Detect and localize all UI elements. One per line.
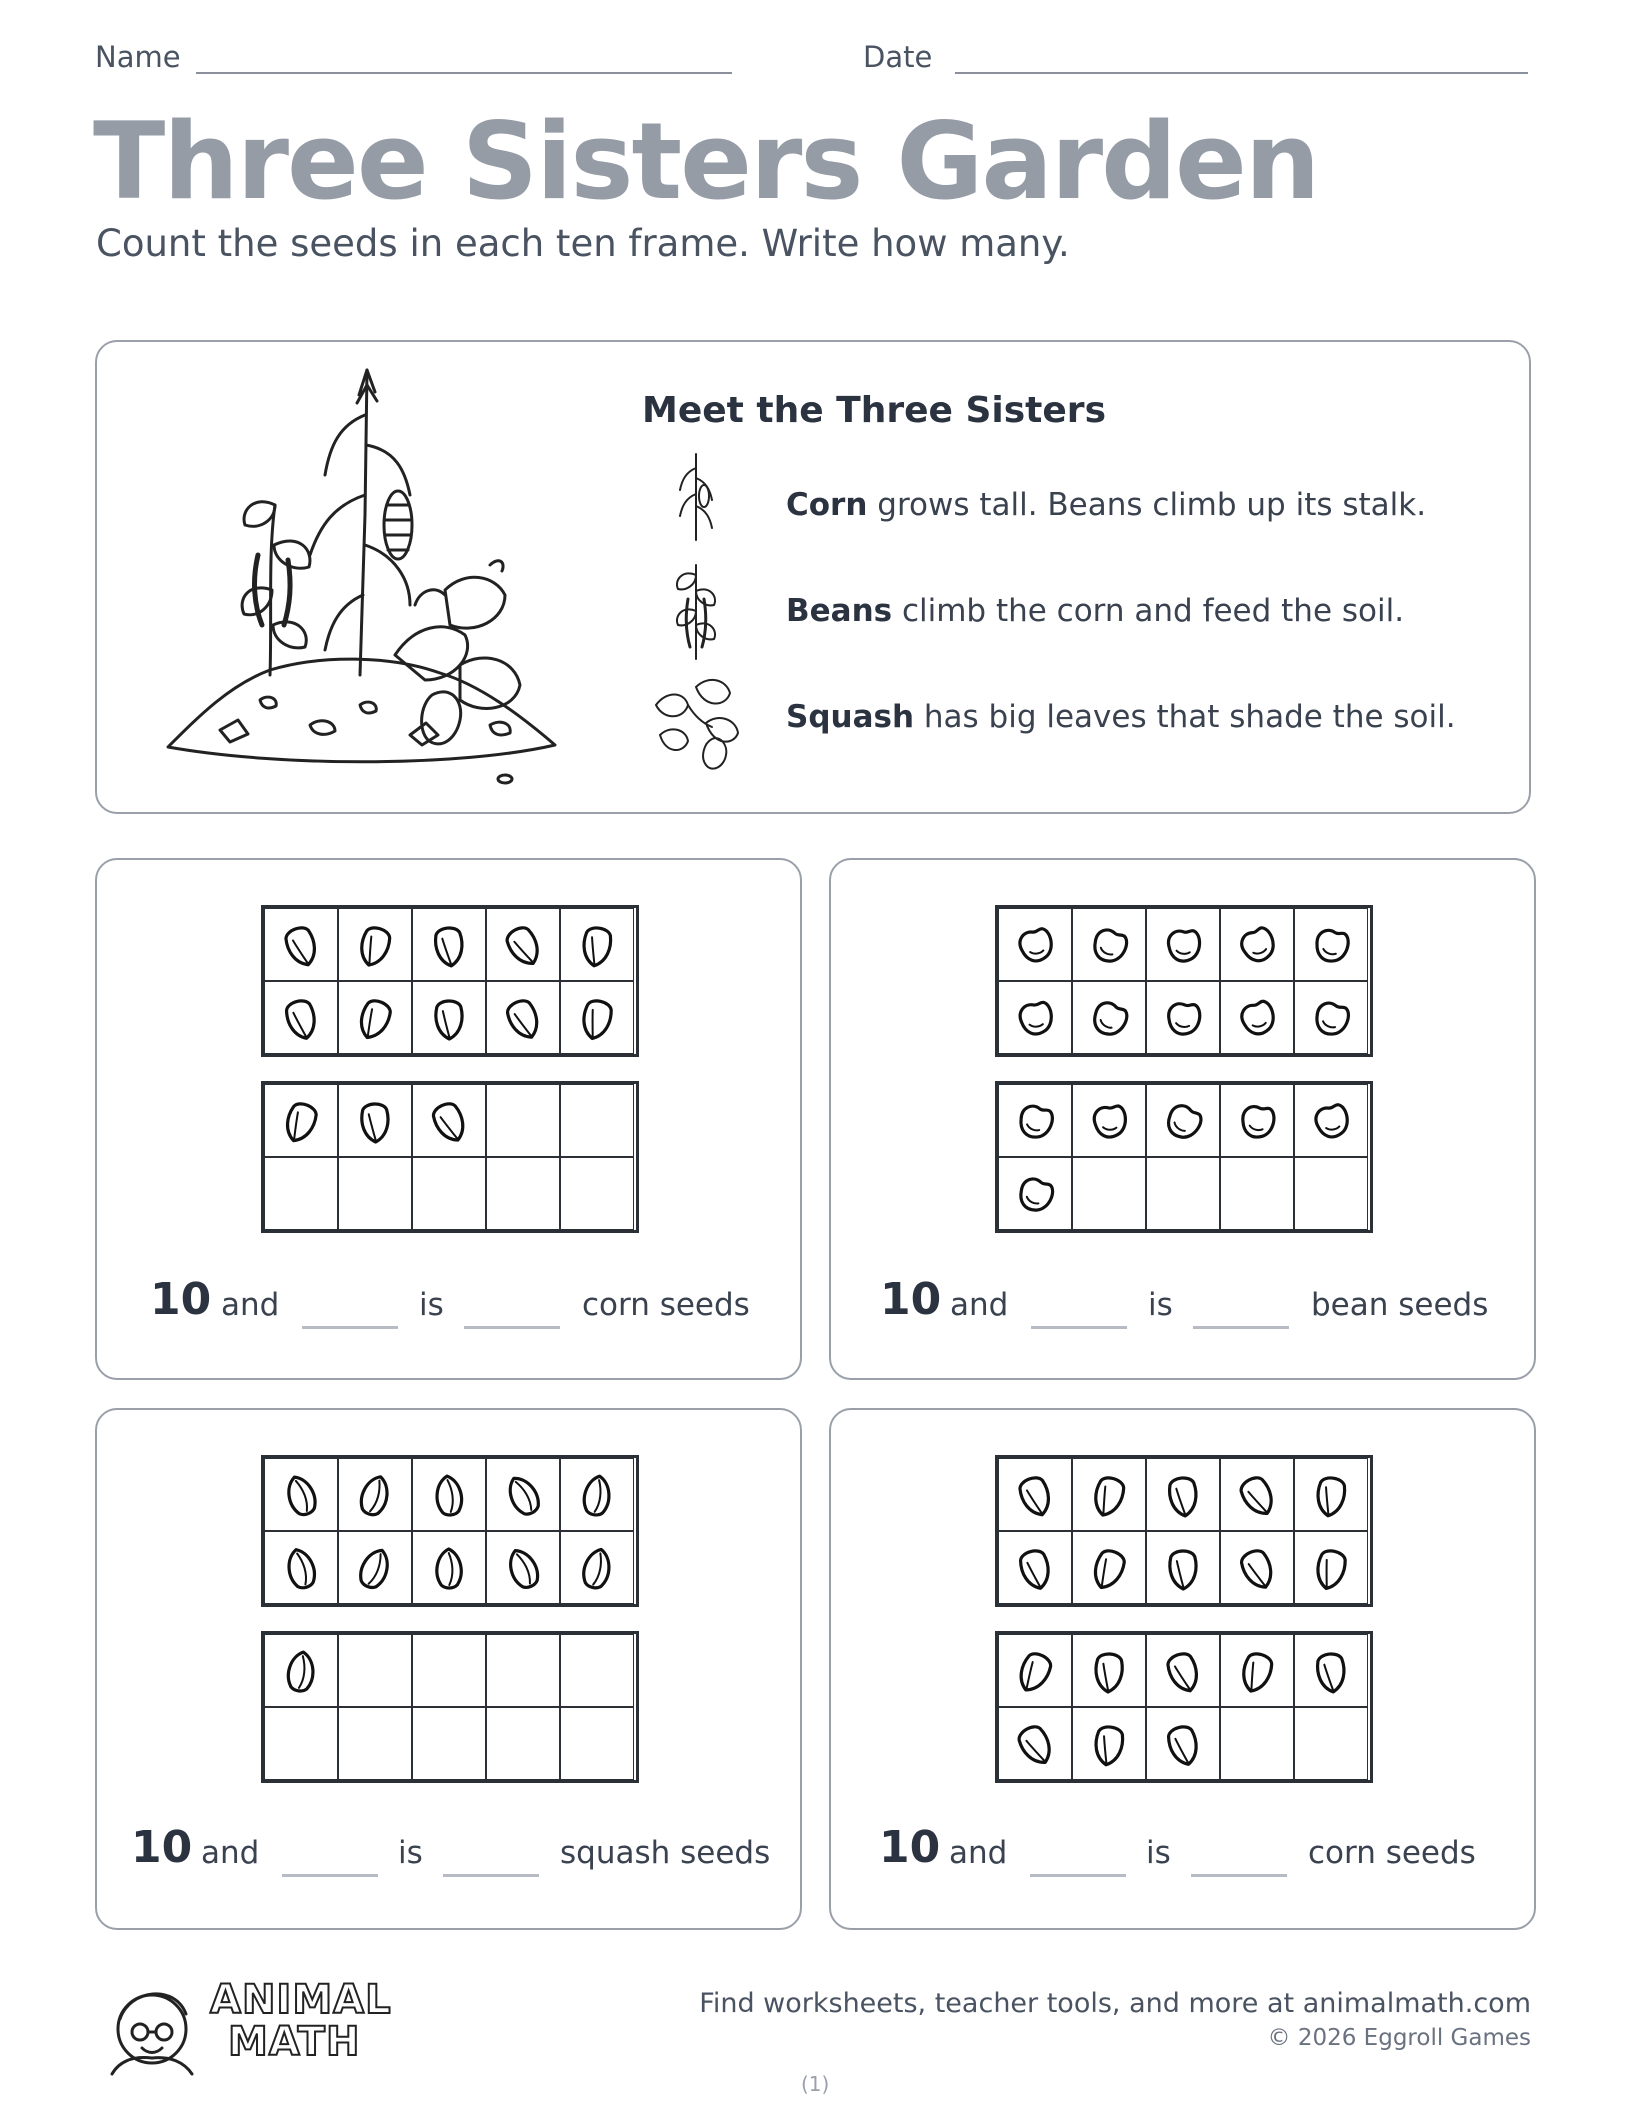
and-word: and: [949, 1835, 1008, 1871]
bean-seed-icon: [1087, 920, 1131, 970]
tens-number: 10: [879, 1822, 941, 1873]
ten-frame-cell: [1146, 1084, 1220, 1157]
squash-plant-icon: [646, 665, 750, 773]
squash-seed-icon: [279, 1470, 323, 1520]
answer-blank-ones[interactable]: [302, 1326, 398, 1329]
ten-frame-cell: [1294, 1531, 1368, 1604]
ten-frame-cell: [560, 1157, 634, 1230]
squash-seed-icon: [279, 1543, 323, 1593]
bean-seed-icon: [1309, 993, 1353, 1043]
ten-frame: [995, 1631, 1373, 1783]
ten-frame-cell: [998, 981, 1072, 1054]
ten-frame-cell: [486, 908, 560, 981]
ten-frame-cell: [1220, 1634, 1294, 1707]
ten-frame-cell: [486, 1707, 560, 1780]
answer-blank-ones[interactable]: [1031, 1326, 1127, 1329]
and-word: and: [201, 1835, 260, 1871]
ten-frame-cell: [1146, 1458, 1220, 1531]
ten-frame-cell: [560, 1084, 634, 1157]
ten-frame-cell: [998, 1707, 1072, 1780]
ten-frame: [995, 905, 1373, 1057]
ten-frame-cell: [412, 1458, 486, 1531]
ten-frame-cell: [338, 1634, 412, 1707]
ten-frame-cell: [1220, 1531, 1294, 1604]
ten-frame-cell: [560, 981, 634, 1054]
corn-seed-icon: [1161, 1646, 1205, 1696]
tens-number: 10: [880, 1274, 942, 1325]
corn-seed-icon: [353, 1096, 397, 1146]
ten-frame-cell: [998, 1531, 1072, 1604]
squash-seed-icon: [501, 1470, 545, 1520]
bean-seed-icon: [1235, 993, 1279, 1043]
corn-seed-icon: [1161, 1719, 1205, 1769]
ten-frame-cell: [1220, 1707, 1294, 1780]
ten-frame: [995, 1455, 1373, 1607]
ten-frame-cell: [412, 908, 486, 981]
ten-frame-cell: [264, 908, 338, 981]
fact-beans: Beans climb the corn and feed the soil.: [786, 593, 1405, 629]
ten-frame-cell: [264, 1458, 338, 1531]
logo-text-math: MATH: [228, 2019, 361, 2065]
and-word: and: [950, 1287, 1009, 1323]
squash-seed-icon: [501, 1543, 545, 1593]
ten-frame-cell: [998, 1634, 1072, 1707]
and-word: and: [221, 1287, 280, 1323]
squash-seed-icon: [353, 1470, 397, 1520]
ten-frame-cell: [486, 1084, 560, 1157]
ten-frame-cell: [998, 1084, 1072, 1157]
ten-frame-cell: [264, 1084, 338, 1157]
answer-blank-total[interactable]: [1193, 1326, 1289, 1329]
corn-seed-icon: [1013, 1719, 1057, 1769]
corn-seed-icon: [1309, 1543, 1353, 1593]
corn-seed-icon: [1161, 1543, 1205, 1593]
corn-seed-icon: [1235, 1646, 1279, 1696]
bean-seed-icon: [1087, 1096, 1131, 1146]
corn-seed-icon: [1013, 1543, 1057, 1593]
answer-blank-total[interactable]: [1191, 1874, 1287, 1877]
bean-seed-icon: [1013, 1096, 1057, 1146]
ten-frame-cell: [412, 981, 486, 1054]
date-label: Date: [863, 40, 933, 74]
corn-seed-icon: [1235, 1470, 1279, 1520]
corn-seed-icon: [501, 920, 545, 970]
ten-frame-cell: [998, 1157, 1072, 1230]
ten-frame-cell: [338, 1707, 412, 1780]
corn-seed-icon: [353, 920, 397, 970]
ten-frame-cell: [338, 981, 412, 1054]
ten-frame-cell: [412, 1531, 486, 1604]
ten-frame-cell: [1072, 1157, 1146, 1230]
ten-frame-cell: [412, 1157, 486, 1230]
ten-frame-cell: [486, 1634, 560, 1707]
footer-link-text: Find worksheets, teacher tools, and more at animalmath.com: [699, 1988, 1531, 2019]
corn-seed-icon: [575, 993, 619, 1043]
ten-frame-cell: [486, 1157, 560, 1230]
corn-seed-icon: [1013, 1470, 1057, 1520]
ten-frame-cell: [486, 981, 560, 1054]
ten-frame-cell: [338, 908, 412, 981]
ten-frame-cell: [1294, 908, 1368, 981]
ten-frame-cell: [264, 1634, 338, 1707]
bean-seed-icon: [1013, 1169, 1057, 1219]
ten-frame-cell: [486, 1458, 560, 1531]
footer-copyright: © 2026 Eggroll Games: [1267, 2025, 1531, 2051]
is-word: is: [1148, 1287, 1173, 1323]
ten-frame-cell: [1072, 1634, 1146, 1707]
corn-seed-icon: [1235, 1543, 1279, 1593]
squash-seed-icon: [353, 1543, 397, 1593]
animal-math-logo: [92, 1974, 392, 2088]
ten-frame-cell: [1294, 1707, 1368, 1780]
ten-frame-cell: [1294, 1458, 1368, 1531]
ten-frame-cell: [338, 1531, 412, 1604]
ten-frame-cell: [1294, 981, 1368, 1054]
bean-seed-icon: [1161, 1096, 1205, 1146]
bean-seed-icon: [1161, 920, 1205, 970]
ten-frame-cell: [1146, 981, 1220, 1054]
ten-frame-cell: [1294, 1634, 1368, 1707]
squash-seed-icon: [427, 1543, 471, 1593]
ten-frame-cell: [412, 1084, 486, 1157]
ten-frame: [261, 1631, 639, 1783]
corn-seed-icon: [427, 993, 471, 1043]
bean-plant-icon: [660, 555, 732, 663]
ten-frame-cell: [1220, 981, 1294, 1054]
ten-frame-cell: [412, 1707, 486, 1780]
squash-seed-icon: [575, 1470, 619, 1520]
ten-frame-cell: [1294, 1157, 1368, 1230]
corn-seed-icon: [353, 993, 397, 1043]
fact-corn: Corn grows tall. Beans climb up its stalk.: [786, 487, 1427, 523]
squash-seed-icon: [575, 1543, 619, 1593]
is-word: is: [1146, 1835, 1171, 1871]
name-field[interactable]: [196, 72, 732, 74]
date-field[interactable]: [955, 72, 1528, 74]
ten-frame-cell: [560, 908, 634, 981]
answer-blank-total[interactable]: [443, 1874, 539, 1877]
ten-frame-cell: [1072, 1458, 1146, 1531]
squash-seed-icon: [427, 1470, 471, 1520]
fact-squash: Squash has big leaves that shade the soil.: [786, 699, 1456, 735]
ten-frame-cell: [1146, 1707, 1220, 1780]
seed-label: bean seeds: [1311, 1287, 1489, 1323]
ten-frame-cell: [1146, 1531, 1220, 1604]
three-sisters-garden-illustration: [160, 355, 560, 795]
answer-blank-total[interactable]: [464, 1326, 560, 1329]
ten-frame-cell: [560, 1531, 634, 1604]
bean-seed-icon: [1235, 1096, 1279, 1146]
ten-frame: [261, 1455, 639, 1607]
page-number: (1): [801, 2072, 830, 2096]
ten-frame-cell: [1072, 1707, 1146, 1780]
seed-label: squash seeds: [560, 1835, 771, 1871]
corn-seed-icon: [427, 1096, 471, 1146]
bean-seed-icon: [1013, 993, 1057, 1043]
ten-frame-cell: [1220, 908, 1294, 981]
bean-seed-icon: [1309, 1096, 1353, 1146]
corn-seed-icon: [279, 920, 323, 970]
instructions: Count the seeds in each ten frame. Write how many.: [96, 222, 1070, 265]
ten-frame-cell: [1220, 1157, 1294, 1230]
ten-frame-cell: [264, 981, 338, 1054]
corn-seed-icon: [1161, 1470, 1205, 1520]
seed-label: corn seeds: [1308, 1835, 1476, 1871]
bean-seed-icon: [1013, 920, 1057, 970]
corn-seed-icon: [501, 993, 545, 1043]
ten-frame-cell: [264, 1157, 338, 1230]
intro-heading: Meet the Three Sisters: [642, 390, 1106, 431]
ten-frame-cell: [1072, 908, 1146, 981]
ten-frame: [261, 1081, 639, 1233]
ten-frame-cell: [1146, 908, 1220, 981]
corn-seed-icon: [279, 1096, 323, 1146]
answer-blank-ones[interactable]: [282, 1874, 378, 1877]
corn-seed-icon: [1087, 1543, 1131, 1593]
ten-frame-cell: [1220, 1084, 1294, 1157]
ten-frame-cell: [338, 1157, 412, 1230]
ten-frame-cell: [1220, 1458, 1294, 1531]
corn-plant-icon: [672, 448, 720, 544]
corn-seed-icon: [1087, 1470, 1131, 1520]
corn-seed-icon: [1309, 1470, 1353, 1520]
corn-seed-icon: [575, 920, 619, 970]
tens-number: 10: [131, 1822, 193, 1873]
ten-frame-cell: [560, 1634, 634, 1707]
squash-seed-icon: [279, 1646, 323, 1696]
tens-number: 10: [150, 1274, 212, 1325]
bean-seed-icon: [1161, 993, 1205, 1043]
ten-frame-cell: [486, 1531, 560, 1604]
logo-text-animal: ANIMAL: [210, 1977, 392, 2023]
seed-label: corn seeds: [582, 1287, 750, 1323]
ten-frame-cell: [264, 1707, 338, 1780]
ten-frame-cell: [1072, 1084, 1146, 1157]
answer-blank-ones[interactable]: [1030, 1874, 1126, 1877]
ten-frame-cell: [264, 1531, 338, 1604]
ten-frame-cell: [560, 1458, 634, 1531]
ten-frame-cell: [338, 1458, 412, 1531]
ten-frame-cell: [338, 1084, 412, 1157]
bean-seed-icon: [1309, 920, 1353, 970]
bean-seed-icon: [1235, 920, 1279, 970]
bean-seed-icon: [1087, 993, 1131, 1043]
corn-seed-icon: [427, 920, 471, 970]
ten-frame-cell: [998, 1458, 1072, 1531]
ten-frame: [261, 905, 639, 1057]
corn-seed-icon: [1087, 1719, 1131, 1769]
ten-frame-cell: [1072, 981, 1146, 1054]
corn-seed-icon: [1013, 1646, 1057, 1696]
page-title: Three Sisters Garden: [93, 100, 1319, 223]
ten-frame-cell: [1294, 1084, 1368, 1157]
corn-seed-icon: [1087, 1646, 1131, 1696]
ten-frame-cell: [1146, 1634, 1220, 1707]
is-word: is: [398, 1835, 423, 1871]
ten-frame-cell: [998, 908, 1072, 981]
ten-frame-cell: [560, 1707, 634, 1780]
ten-frame: [995, 1081, 1373, 1233]
corn-seed-icon: [279, 993, 323, 1043]
ten-frame-cell: [1146, 1157, 1220, 1230]
name-label: Name: [95, 40, 181, 74]
is-word: is: [419, 1287, 444, 1323]
ten-frame-cell: [1072, 1531, 1146, 1604]
ten-frame-cell: [412, 1634, 486, 1707]
corn-seed-icon: [1309, 1646, 1353, 1696]
